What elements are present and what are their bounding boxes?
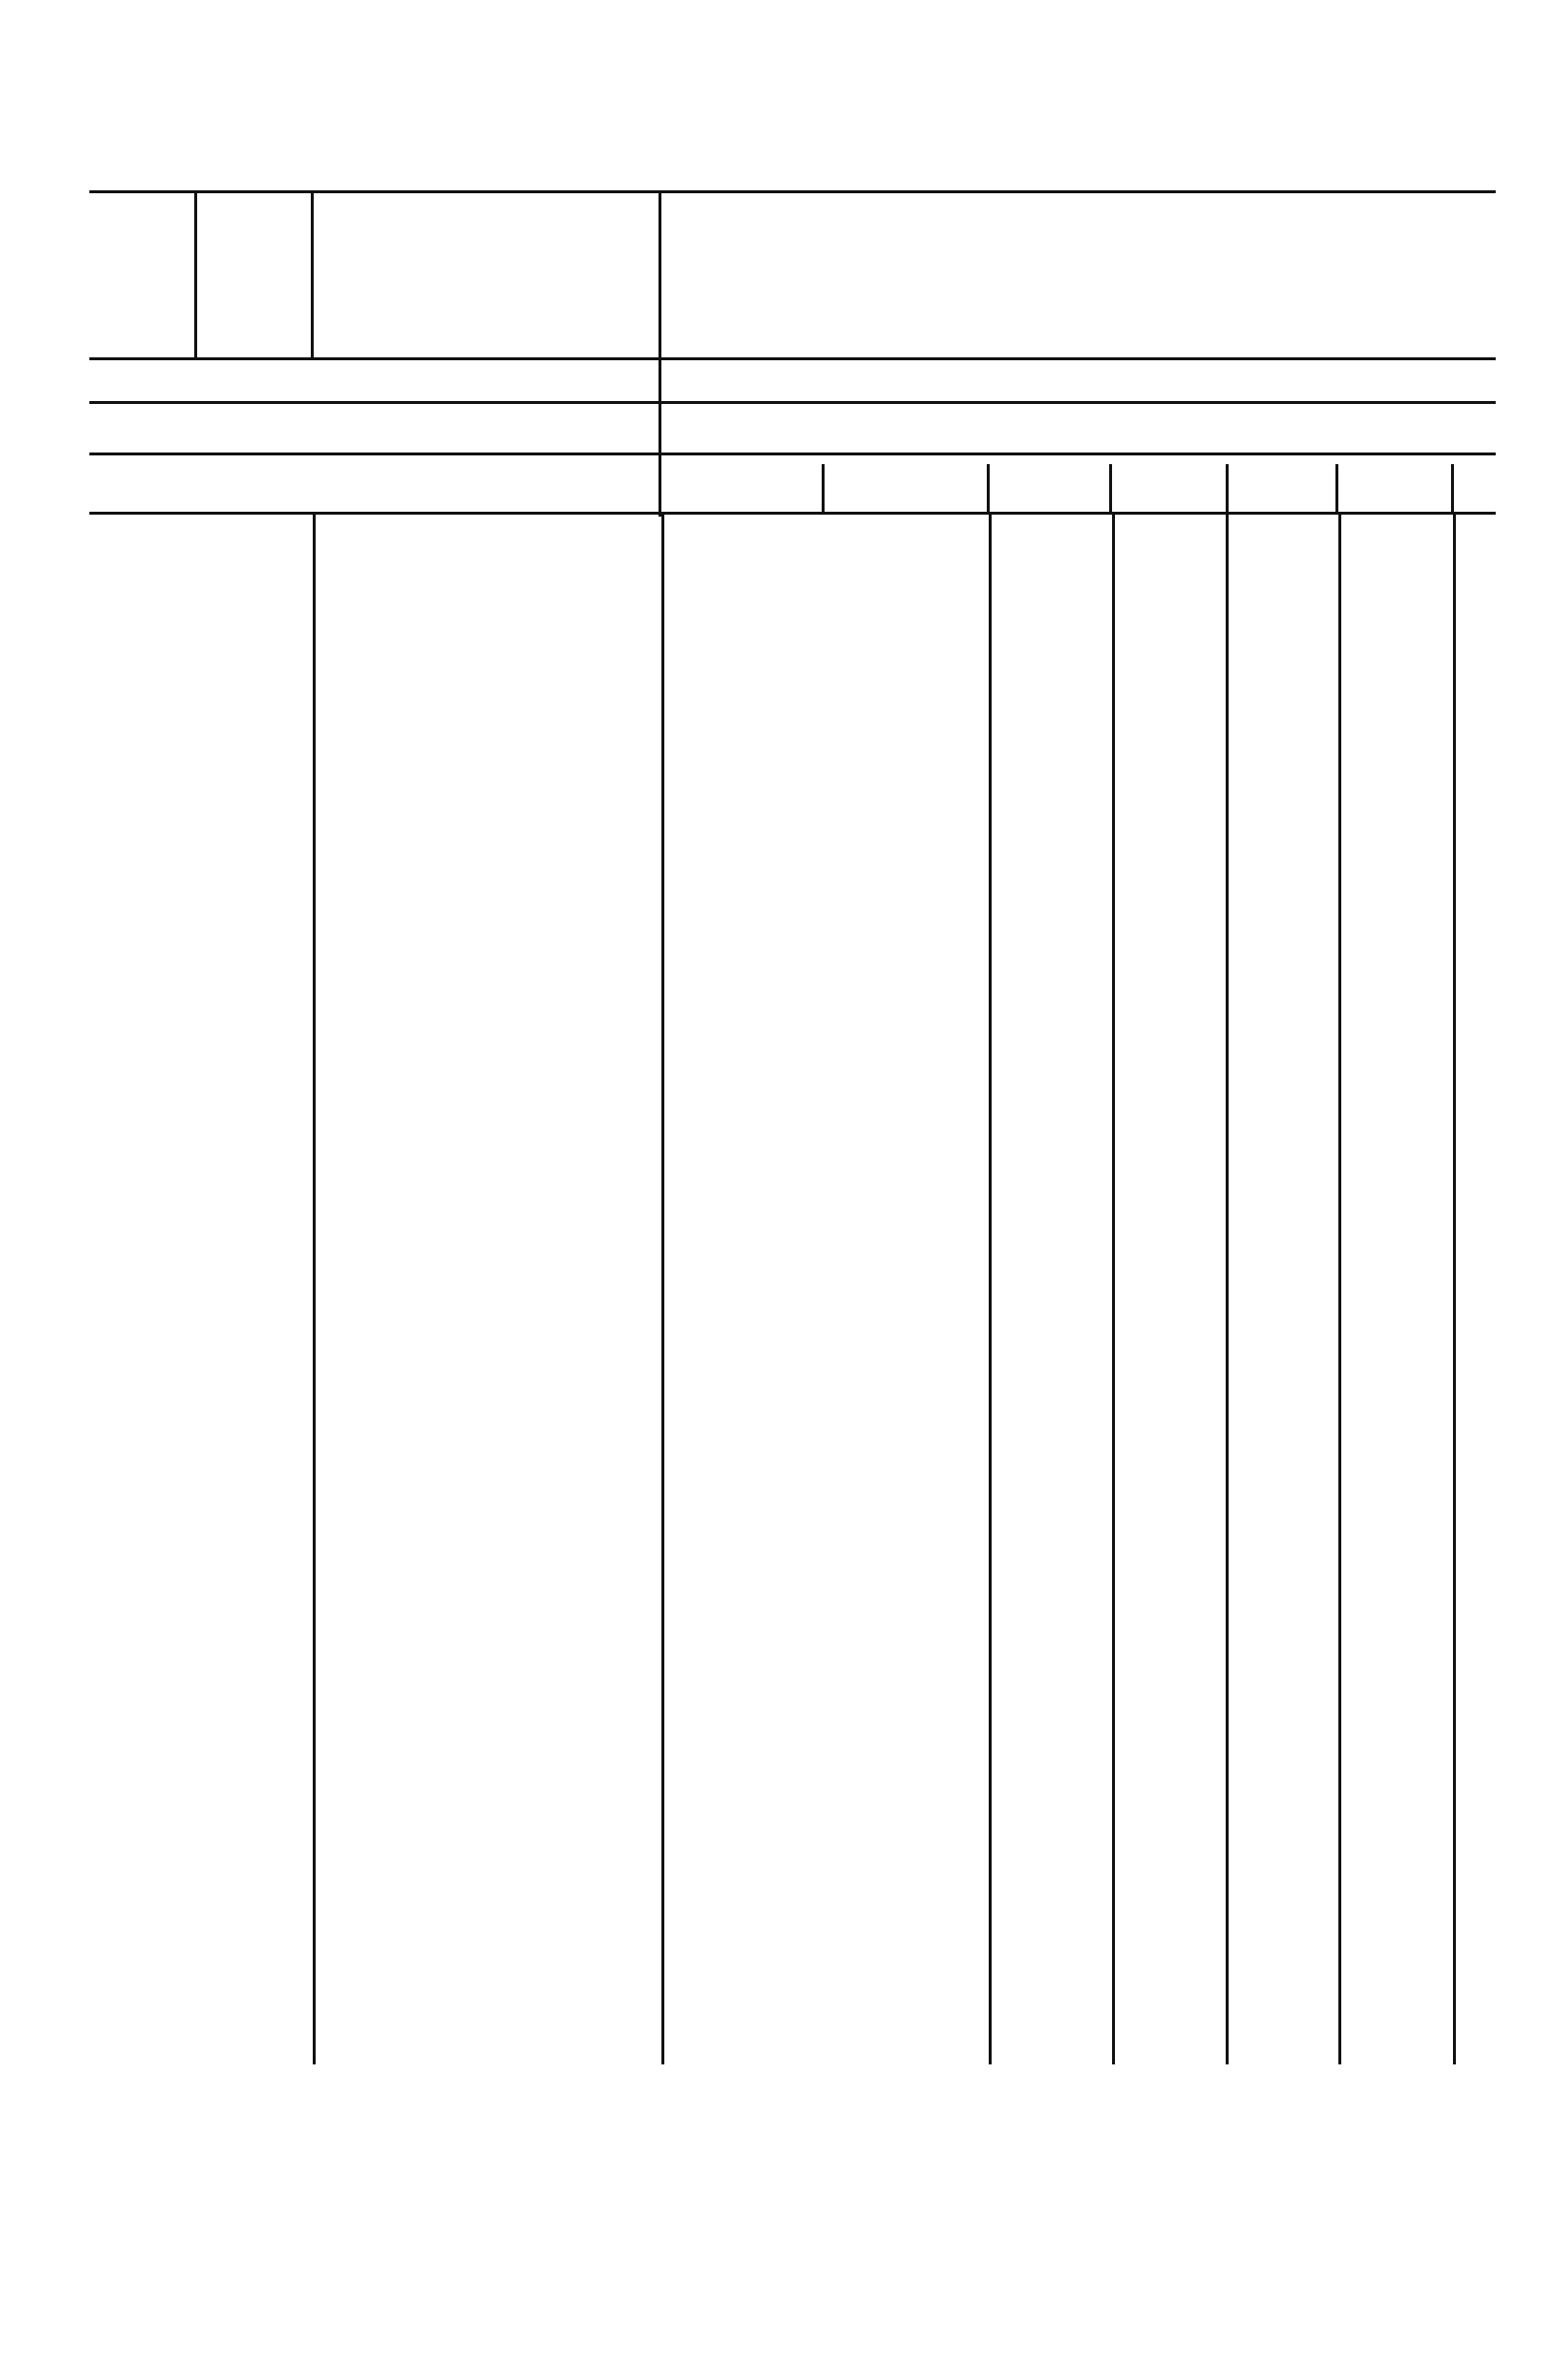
- data-vline-v4: [1112, 515, 1115, 2064]
- data-vline-v3: [989, 515, 992, 2064]
- hip-vline-6: [1451, 464, 1454, 515]
- hip-vline-2: [987, 464, 990, 515]
- data-vline-v6: [1338, 515, 1341, 2064]
- hdr-vline-1: [194, 192, 197, 359]
- row1-rule: [89, 401, 1496, 404]
- hip-vline-4: [1226, 464, 1229, 515]
- hip-vline-1: [822, 464, 825, 515]
- header-bottom-rule: [89, 357, 1496, 360]
- row3-rule: [89, 512, 1496, 515]
- hdr-vline-3: [658, 192, 661, 517]
- data-vline-left: [313, 515, 316, 2064]
- hdr-vline-2: [311, 192, 314, 359]
- hip-vline-3: [1109, 464, 1112, 515]
- table-top-rule: [89, 190, 1496, 193]
- hip-vline-5: [1335, 464, 1338, 515]
- row2-rule: [89, 453, 1496, 455]
- data-vline-right: [1453, 515, 1456, 2064]
- data-vline-v5: [1226, 515, 1229, 2064]
- data-vline-name: [661, 515, 664, 2064]
